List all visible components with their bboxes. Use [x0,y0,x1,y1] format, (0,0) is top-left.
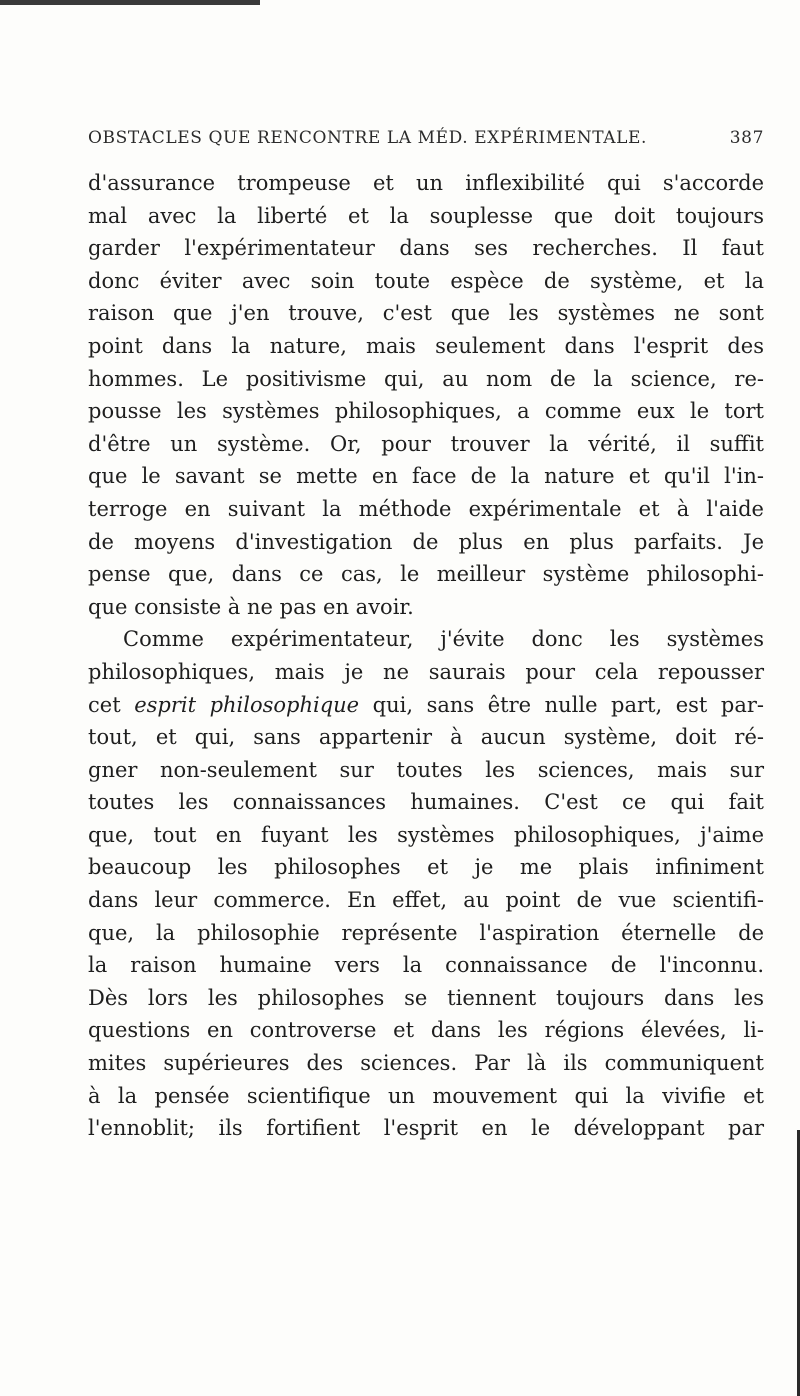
text-line: gner non-seulement sur toutes les sciences, mais sur [88,757,764,782]
text-line: d'assurance trompeuse et un inflexibilité qui s'accorde [88,171,764,195]
text-line: de moyens d'investigation de plus en plus parfaits. Je [88,529,764,554]
text-line: donc éviter avec soin toute espèce de système, et la [88,268,764,293]
text-line: beaucoup les philosophes et je me plais infiniment [88,855,764,880]
text-line: terroge en suivant la méthode expérimentale et à l'aide [88,496,764,521]
text-segment: cet [88,692,121,717]
text-line: pousse les systèmes philosophiques, a comme eux le tort [88,399,764,424]
text-line: pense que, dans ce cas, le meilleur système philosophi- [88,562,764,587]
body-text [88,167,764,1145]
scan-edge-top [0,0,260,5]
text-line: toutes les connaissances humaines. C'est ce qui fait [88,790,764,815]
text-segment: qui, sans être nulle part, est par- [372,692,764,717]
text-line: que consiste à ne pas en avoir. [88,594,414,619]
text-line: tout, et qui, sans appartenir à aucun système, doit ré- [88,725,764,750]
text-line: raison que j'en trouve, c'est que les systèmes ne sont [88,301,764,326]
text-line: d'être un système. Or, pour trouver la vérité, il suffit [88,431,764,456]
text-line: mites supérieures des sciences. Par là ils communiquent [88,1051,764,1076]
text-line: la raison humaine vers la connaissance de l'inconnu. [88,953,764,978]
text-line: Dès lors les philosophes se tiennent toujours dans les [88,985,764,1010]
text-line: que, la philosophie représente l'aspiration éternelle de [88,920,764,945]
page-number: 387 [729,128,764,148]
text-line: questions en controverse et dans les régions élevées, li- [88,1018,764,1043]
text-line: que, tout en fuyant les systèmes philosophiques, j'aime [88,822,764,847]
text-line: l'ennoblit; ils fortifient l'esprit en le développant par [88,1116,764,1141]
text-line: mal avec la liberté et la souplesse que doit toujours [88,203,764,228]
text-line: philosophiques, mais je ne saurais pour cela repousser [88,659,764,684]
text-line: hommes. Le positivisme qui, au nom de la science, re- [88,366,764,391]
text-line: point dans la nature, mais seulement dans l'esprit des [88,333,764,358]
text-line: à la pensée scientifique un mouvement qui la vivifie et [88,1083,764,1108]
text-line-with-italic [88,689,764,722]
paragraph-start-line: Comme expérimentateur, j'évite donc les systèmes [123,627,764,652]
running-header [88,128,764,148]
italic-phrase: esprit philosophique [134,692,360,717]
text-line: que le savant se mette en face de la nature et qu'il l'in- [88,464,764,489]
text-line: garder l'expérimentateur dans ses recherches. Il faut [88,236,764,261]
text-line: dans leur commerce. En effet, au point de vue scientifi- [88,888,764,913]
running-title: OBSTACLES QUE RENCONTRE LA MÉD. EXPÉRIMENTALE. [88,128,648,148]
